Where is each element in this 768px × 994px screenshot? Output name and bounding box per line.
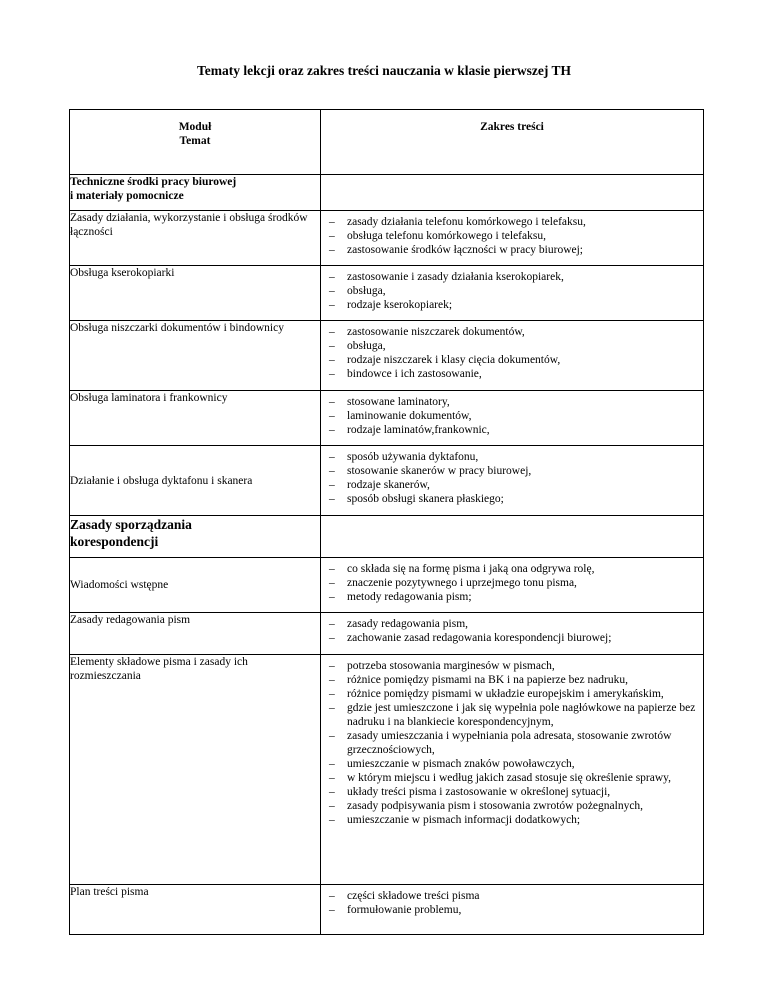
topic-label: Elementy składowe pisma i zasady ich rozmieszczania (70, 655, 321, 885)
topic-label: Plan treści pisma (70, 885, 321, 935)
document-title: Tematy lekcji oraz zakres treści nauczania w klasie pierwszej TH (196, 63, 572, 78)
table-row (70, 885, 704, 935)
topic-label: Obsługa laminatora i frankownicy (70, 391, 321, 446)
scope-cell (321, 391, 704, 446)
list-item: – części składowe treści pisma (329, 889, 699, 903)
list-item: – metody redagowania pism; (329, 590, 699, 604)
topic-label: Obsługa kserokopiarki (70, 266, 321, 321)
scope-cell (321, 321, 704, 391)
scope-list (321, 391, 703, 437)
list-item: – zasady podpisywania pism i stosowania zwrotów pożegnalnych, (329, 799, 699, 813)
list-item: – rodzaje skanerów, (329, 478, 699, 492)
section-scope-empty (321, 175, 704, 211)
list-item: – zasady działania telefonu komórkowego i telefaksu, (329, 215, 699, 229)
list-item: – sposób obsługi skanera płaskiego; (329, 492, 699, 506)
list-item: – co składa się na formę pisma i jaką ona odgrywa rolę, (329, 562, 699, 576)
list-item: – sposób używania dyktafonu, (329, 450, 699, 464)
list-item: – stosowane laminatory, (329, 395, 699, 409)
list-item: – rodzaje niszczarek i klasy cięcia dokumentów, (329, 353, 699, 367)
table-row (70, 266, 704, 321)
list-item: – obsługa, (329, 284, 699, 298)
table-row (70, 558, 704, 613)
header-module-topic (70, 110, 321, 175)
section-label (70, 175, 321, 211)
list-item: – obsługa telefonu komórkowego i telefaksu, (329, 229, 699, 243)
section-label-line: Techniczne środki pracy biurowej (70, 176, 237, 188)
list-item: – umieszczanie w pismach informacji dodatkowych; (329, 813, 699, 827)
scope-cell (321, 211, 704, 266)
topic-label: Obsługa niszczarki dokumentów i bindownicy (70, 321, 321, 391)
table-row (70, 613, 704, 655)
table-row (70, 211, 704, 266)
section-label-line: korespondencji (70, 534, 159, 549)
list-item: – umieszczanie w pismach znaków powoławczych, (329, 757, 699, 771)
list-item: – stosowanie skanerów w pracy biurowej, (329, 464, 699, 478)
table-row (70, 655, 704, 885)
list-item: – zastosowanie i zasady działania kserokopiarek, (329, 270, 699, 284)
scope-list (321, 613, 703, 645)
list-item: – potrzeba stosowania marginesów w pismach, (329, 659, 699, 673)
list-item: – zasady redagowania pism, (329, 617, 699, 631)
scope-cell (321, 613, 704, 655)
table-row (70, 321, 704, 391)
section-label (70, 516, 321, 558)
scope-list (321, 321, 703, 381)
scope-list (321, 266, 703, 312)
scope-cell (321, 446, 704, 516)
list-item: – znaczenie pozytywnego i uprzejmego tonu pisma, (329, 576, 699, 590)
list-item: – zastosowanie środków łączności w pracy biurowej; (329, 243, 699, 257)
list-item: – rodzaje laminatów,frankownic, (329, 423, 699, 437)
scope-cell (321, 266, 704, 321)
list-item: – układy treści pisma i zastosowanie w określonej sytuacji, (329, 785, 699, 799)
scope-list (321, 655, 703, 827)
list-item: – laminowanie dokumentów, (329, 409, 699, 423)
table-header-row (70, 110, 704, 175)
section-scope-empty (321, 516, 704, 558)
curriculum-table (69, 109, 704, 935)
list-item: – różnice pomiędzy pismami na BK i na papierze bez nadruku, (329, 673, 699, 687)
list-item: – różnice pomiędzy pismami w układzie europejskim i amerykańskim, (329, 687, 699, 701)
topic-label: Zasady redagowania pism (70, 613, 321, 655)
scope-cell (321, 885, 704, 935)
list-item: – zastosowanie niszczarek dokumentów, (329, 325, 699, 339)
section-label-line: i materiały pomocnicze (70, 190, 184, 202)
header-module: Moduł (178, 121, 212, 133)
section-row (70, 175, 704, 211)
table-row (70, 391, 704, 446)
scope-list (321, 446, 703, 506)
scope-list (321, 211, 703, 257)
header-scope: Zakres treści (321, 110, 704, 175)
header-topic: Temat (179, 135, 211, 147)
list-item: – formułowanie problemu, (329, 903, 699, 917)
scope-list (321, 558, 703, 604)
topic-label: Wiadomości wstępne (70, 558, 321, 613)
scope-list (321, 885, 703, 917)
section-label-line: Zasady sporządzania (70, 517, 192, 532)
topic-label: Zasady działania, wykorzystanie i obsługa środków łączności (70, 211, 321, 266)
list-item: – zachowanie zasad redagowania korespondencji biurowej; (329, 631, 699, 645)
topic-label: Działanie i obsługa dyktafonu i skanera (70, 446, 321, 516)
list-item: – w którym miejscu i według jakich zasad stosuje się określenie sprawy, (329, 771, 699, 785)
list-item: – bindowce i ich zastosowanie, (329, 367, 699, 381)
scope-cell (321, 655, 704, 885)
list-item: – obsługa, (329, 339, 699, 353)
list-item: – zasady umieszczania i wypełniania pola adresata, stosowanie zwrotów grzecznościowych, (329, 729, 699, 757)
list-item: – rodzaje kserokopiarek; (329, 298, 699, 312)
list-item: – gdzie jest umieszczone i jak się wypełnia pole nagłówkowe na papierze bez nadruku i na blankiecie korespondencyjnym, (329, 701, 699, 729)
scope-cell (321, 558, 704, 613)
table-row (70, 446, 704, 516)
section-row (70, 516, 704, 558)
